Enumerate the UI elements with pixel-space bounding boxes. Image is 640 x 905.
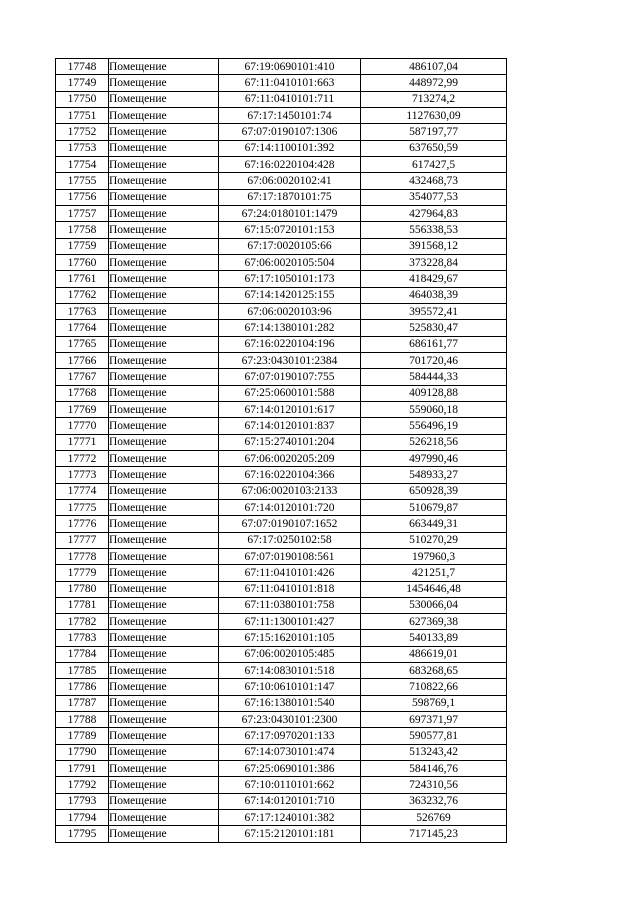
- table-row: [56, 565, 507, 581]
- table-row: [56, 712, 507, 728]
- object-type: Помещение: [109, 614, 219, 630]
- table-row: [56, 156, 507, 172]
- row-number: 17777: [56, 532, 109, 548]
- row-number: 17794: [56, 810, 109, 826]
- cadastral-value: 724310,56: [361, 777, 507, 793]
- row-number: 17791: [56, 761, 109, 777]
- object-type: Помещение: [109, 107, 219, 123]
- cadastral-value: 526769: [361, 810, 507, 826]
- table-row: [56, 75, 507, 91]
- object-type: Помещение: [109, 222, 219, 238]
- cadastral-value: 697371,97: [361, 712, 507, 728]
- cadastral-value: 464038,39: [361, 287, 507, 303]
- cadastral-value: 686161,77: [361, 336, 507, 352]
- cadastral-value: 391568,12: [361, 238, 507, 254]
- table-row: [56, 254, 507, 270]
- cadastral-value: 717145,23: [361, 826, 507, 842]
- cadastral-value: 548933,27: [361, 467, 507, 483]
- cadastral-number: 67:17:1240101:382: [219, 810, 361, 826]
- cadastral-number: 67:10:0610101:147: [219, 679, 361, 695]
- table-row: [56, 140, 507, 156]
- cadastral-value: 637650,59: [361, 140, 507, 156]
- row-number: 17753: [56, 140, 109, 156]
- object-type: Помещение: [109, 369, 219, 385]
- cadastral-number: 67:11:1300101:427: [219, 614, 361, 630]
- row-number: 17792: [56, 777, 109, 793]
- table-row: [56, 401, 507, 417]
- cadastral-number: 67:07:0190108:561: [219, 548, 361, 564]
- row-number: 17755: [56, 173, 109, 189]
- row-number: 17790: [56, 744, 109, 760]
- cadastral-number: 67:10:0110101:662: [219, 777, 361, 793]
- document-page: [55, 58, 506, 843]
- cadastral-value: 525830,47: [361, 320, 507, 336]
- object-type: Помещение: [109, 777, 219, 793]
- object-type: Помещение: [109, 712, 219, 728]
- cadastral-value: 584146,76: [361, 761, 507, 777]
- object-type: Помещение: [109, 91, 219, 107]
- object-type: Помещение: [109, 124, 219, 140]
- cadastral-number: 67:14:1420125:155: [219, 287, 361, 303]
- object-type: Помещение: [109, 450, 219, 466]
- object-type: Помещение: [109, 565, 219, 581]
- row-number: 17754: [56, 156, 109, 172]
- cadastral-number: 67:06:0020103:2133: [219, 483, 361, 499]
- cadastral-value: 427964,83: [361, 205, 507, 221]
- object-type: Помещение: [109, 59, 219, 75]
- object-type: Помещение: [109, 189, 219, 205]
- row-number: 17761: [56, 271, 109, 287]
- cadastral-value: 587197,77: [361, 124, 507, 140]
- table-row: [56, 728, 507, 744]
- object-type: Помещение: [109, 744, 219, 760]
- cadastral-number: 67:17:0970201:133: [219, 728, 361, 744]
- object-type: Помещение: [109, 630, 219, 646]
- row-number: 17764: [56, 320, 109, 336]
- object-type: Помещение: [109, 254, 219, 270]
- table-row: [56, 646, 507, 662]
- cadastral-number: 67:16:1380101:540: [219, 695, 361, 711]
- object-type: Помещение: [109, 663, 219, 679]
- cadastral-value: 409128,88: [361, 385, 507, 401]
- object-type: Помещение: [109, 418, 219, 434]
- cadastral-number: 67:14:0830101:518: [219, 663, 361, 679]
- cadastral-number: 67:06:0020105:504: [219, 254, 361, 270]
- cadastral-number: 67:14:0730101:474: [219, 744, 361, 760]
- row-number: 17781: [56, 597, 109, 613]
- cadastral-number: 67:15:0720101:153: [219, 222, 361, 238]
- cadastral-value: 363232,76: [361, 793, 507, 809]
- cadastral-number: 67:15:2120101:181: [219, 826, 361, 842]
- row-number: 17795: [56, 826, 109, 842]
- table-row: [56, 548, 507, 564]
- object-type: Помещение: [109, 728, 219, 744]
- cadastral-value: 1454646,48: [361, 581, 507, 597]
- table-row: [56, 679, 507, 695]
- cadastral-value: 510679,87: [361, 499, 507, 515]
- cadastral-number: 67:06:0020103:96: [219, 303, 361, 319]
- table-row: [56, 777, 507, 793]
- object-type: Помещение: [109, 336, 219, 352]
- table-row: [56, 499, 507, 515]
- object-type: Помещение: [109, 303, 219, 319]
- row-number: 17789: [56, 728, 109, 744]
- row-number: 17756: [56, 189, 109, 205]
- row-number: 17778: [56, 548, 109, 564]
- cadastral-value: 448972,99: [361, 75, 507, 91]
- cadastral-number: 67:14:1380101:282: [219, 320, 361, 336]
- object-type: Помещение: [109, 385, 219, 401]
- object-type: Помещение: [109, 793, 219, 809]
- cadastral-number: 67:07:0190107:755: [219, 369, 361, 385]
- row-number: 17776: [56, 516, 109, 532]
- object-type: Помещение: [109, 646, 219, 662]
- row-number: 17782: [56, 614, 109, 630]
- row-number: 17757: [56, 205, 109, 221]
- object-type: Помещение: [109, 597, 219, 613]
- cadastral-number: 67:23:0430101:2384: [219, 352, 361, 368]
- cadastral-value: 486107,04: [361, 59, 507, 75]
- object-type: Помещение: [109, 679, 219, 695]
- table-row: [56, 418, 507, 434]
- table-row: [56, 614, 507, 630]
- row-number: 17772: [56, 450, 109, 466]
- row-number: 17748: [56, 59, 109, 75]
- table-row: [56, 173, 507, 189]
- table-row: [56, 287, 507, 303]
- row-number: 17766: [56, 352, 109, 368]
- object-type: Помещение: [109, 156, 219, 172]
- table-row: [56, 271, 507, 287]
- cadastral-number: 67:19:0690101:410: [219, 59, 361, 75]
- cadastral-value: 530066,04: [361, 597, 507, 613]
- row-number: 17759: [56, 238, 109, 254]
- table-row: [56, 467, 507, 483]
- row-number: 17758: [56, 222, 109, 238]
- row-number: 17779: [56, 565, 109, 581]
- row-number: 17785: [56, 663, 109, 679]
- cadastral-value: 497990,46: [361, 450, 507, 466]
- cadastral-number: 67:07:0190107:1306: [219, 124, 361, 140]
- row-number: 17769: [56, 401, 109, 417]
- table-row: [56, 320, 507, 336]
- row-number: 17752: [56, 124, 109, 140]
- cadastral-value: 683268,65: [361, 663, 507, 679]
- cadastral-value: 354077,53: [361, 189, 507, 205]
- cadastral-value: 663449,31: [361, 516, 507, 532]
- cadastral-value: 526218,56: [361, 434, 507, 450]
- cadastral-value: 486619,01: [361, 646, 507, 662]
- cadastral-value: 395572,41: [361, 303, 507, 319]
- object-type: Помещение: [109, 140, 219, 156]
- table-row: [56, 385, 507, 401]
- table-row: [56, 597, 507, 613]
- row-number: 17780: [56, 581, 109, 597]
- cadastral-number: 67:11:0410101:711: [219, 91, 361, 107]
- table-row: [56, 434, 507, 450]
- cadastral-number: 67:11:0410101:426: [219, 565, 361, 581]
- table-row: [56, 124, 507, 140]
- object-type: Помещение: [109, 810, 219, 826]
- table-row: [56, 303, 507, 319]
- row-number: 17788: [56, 712, 109, 728]
- cadastral-value: 559060,18: [361, 401, 507, 417]
- table-row: [56, 369, 507, 385]
- row-number: 17774: [56, 483, 109, 499]
- table-row: [56, 450, 507, 466]
- row-number: 17770: [56, 418, 109, 434]
- cadastral-number: 67:15:2740101:204: [219, 434, 361, 450]
- object-type: Помещение: [109, 761, 219, 777]
- cadastral-value: 701720,46: [361, 352, 507, 368]
- table-row: [56, 336, 507, 352]
- cadastral-number: 67:11:0410101:818: [219, 581, 361, 597]
- object-type: Помещение: [109, 238, 219, 254]
- cadastral-value: 710822,66: [361, 679, 507, 695]
- cadastral-number: 67:17:1450101:74: [219, 107, 361, 123]
- cadastral-number: 67:17:1870101:75: [219, 189, 361, 205]
- object-type: Помещение: [109, 581, 219, 597]
- cadastral-number: 67:16:0220104:366: [219, 467, 361, 483]
- object-type: Помещение: [109, 320, 219, 336]
- cadastral-number: 67:11:0380101:758: [219, 597, 361, 613]
- object-type: Помещение: [109, 287, 219, 303]
- cadastral-number: 67:23:0430101:2300: [219, 712, 361, 728]
- cadastral-number: 67:14:0120101:710: [219, 793, 361, 809]
- cadastral-number: 67:14:0120101:837: [219, 418, 361, 434]
- table-row: [56, 695, 507, 711]
- cadastral-number: 67:17:0250102:58: [219, 532, 361, 548]
- cadastral-value: 513243,42: [361, 744, 507, 760]
- row-number: 17783: [56, 630, 109, 646]
- row-number: 17786: [56, 679, 109, 695]
- table-row: [56, 516, 507, 532]
- cadastral-number: 67:11:0410101:663: [219, 75, 361, 91]
- table-row: [56, 793, 507, 809]
- object-type: Помещение: [109, 548, 219, 564]
- row-number: 17767: [56, 369, 109, 385]
- row-number: 17771: [56, 434, 109, 450]
- cadastral-value: 556338,53: [361, 222, 507, 238]
- cadastral-value: 1127630,09: [361, 107, 507, 123]
- cadastral-number: 67:16:0220104:196: [219, 336, 361, 352]
- table-row: [56, 761, 507, 777]
- cadastral-value: 421251,7: [361, 565, 507, 581]
- cadastral-number: 67:14:1100101:392: [219, 140, 361, 156]
- table-row: [56, 744, 507, 760]
- table-row: [56, 91, 507, 107]
- table-row: [56, 238, 507, 254]
- cadastral-number: 67:15:1620101:105: [219, 630, 361, 646]
- table-row: [56, 581, 507, 597]
- object-type: Помещение: [109, 499, 219, 515]
- table-row: [56, 532, 507, 548]
- object-type: Помещение: [109, 532, 219, 548]
- cadastral-number: 67:14:0120101:617: [219, 401, 361, 417]
- object-type: Помещение: [109, 205, 219, 221]
- object-type: Помещение: [109, 75, 219, 91]
- table-row: [56, 663, 507, 679]
- cadastral-value: 598769,1: [361, 695, 507, 711]
- cadastral-number: 67:06:0020102:41: [219, 173, 361, 189]
- row-number: 17760: [56, 254, 109, 270]
- table-row: [56, 810, 507, 826]
- cadastral-value: 510270,29: [361, 532, 507, 548]
- cadastral-number: 67:14:0120101:720: [219, 499, 361, 515]
- object-type: Помещение: [109, 695, 219, 711]
- object-type: Помещение: [109, 516, 219, 532]
- object-type: Помещение: [109, 826, 219, 842]
- cadastral-number: 67:06:0020105:485: [219, 646, 361, 662]
- cadastral-number: 67:25:0690101:386: [219, 761, 361, 777]
- row-number: 17773: [56, 467, 109, 483]
- cadastral-number: 67:24:0180101:1479: [219, 205, 361, 221]
- table-row: [56, 107, 507, 123]
- cadastral-number: 67:25:0600101:588: [219, 385, 361, 401]
- cadastral-value: 713274,2: [361, 91, 507, 107]
- table-row: [56, 630, 507, 646]
- object-type: Помещение: [109, 352, 219, 368]
- cadastral-number: 67:07:0190107:1652: [219, 516, 361, 532]
- cadastral-value: 418429,67: [361, 271, 507, 287]
- cadastral-value: 617427,5: [361, 156, 507, 172]
- object-type: Помещение: [109, 401, 219, 417]
- table-row: [56, 59, 507, 75]
- cadastral-value: 584444,33: [361, 369, 507, 385]
- object-type: Помещение: [109, 483, 219, 499]
- cadastral-value: 197960,3: [361, 548, 507, 564]
- cadastral-value: 650928,39: [361, 483, 507, 499]
- cadastral-value-table: [55, 58, 507, 843]
- cadastral-value: 432468,73: [361, 173, 507, 189]
- cadastral-value: 627369,38: [361, 614, 507, 630]
- cadastral-number: 67:17:0020105:66: [219, 238, 361, 254]
- object-type: Помещение: [109, 271, 219, 287]
- object-type: Помещение: [109, 467, 219, 483]
- table-row: [56, 352, 507, 368]
- table-row: [56, 189, 507, 205]
- table-row: [56, 222, 507, 238]
- row-number: 17787: [56, 695, 109, 711]
- row-number: 17765: [56, 336, 109, 352]
- table-row: [56, 826, 507, 842]
- table-row: [56, 205, 507, 221]
- cadastral-value: 590577,81: [361, 728, 507, 744]
- cadastral-value: 373228,84: [361, 254, 507, 270]
- object-type: Помещение: [109, 173, 219, 189]
- row-number: 17784: [56, 646, 109, 662]
- table-row: [56, 483, 507, 499]
- cadastral-number: 67:16:0220104:428: [219, 156, 361, 172]
- row-number: 17763: [56, 303, 109, 319]
- row-number: 17751: [56, 107, 109, 123]
- row-number: 17775: [56, 499, 109, 515]
- row-number: 17768: [56, 385, 109, 401]
- row-number: 17750: [56, 91, 109, 107]
- row-number: 17762: [56, 287, 109, 303]
- cadastral-value: 556496,19: [361, 418, 507, 434]
- object-type: Помещение: [109, 434, 219, 450]
- row-number: 17749: [56, 75, 109, 91]
- cadastral-number: 67:06:0020205:209: [219, 450, 361, 466]
- cadastral-value: 540133,89: [361, 630, 507, 646]
- table-body: [56, 59, 507, 843]
- cadastral-number: 67:17:1050101:173: [219, 271, 361, 287]
- row-number: 17793: [56, 793, 109, 809]
